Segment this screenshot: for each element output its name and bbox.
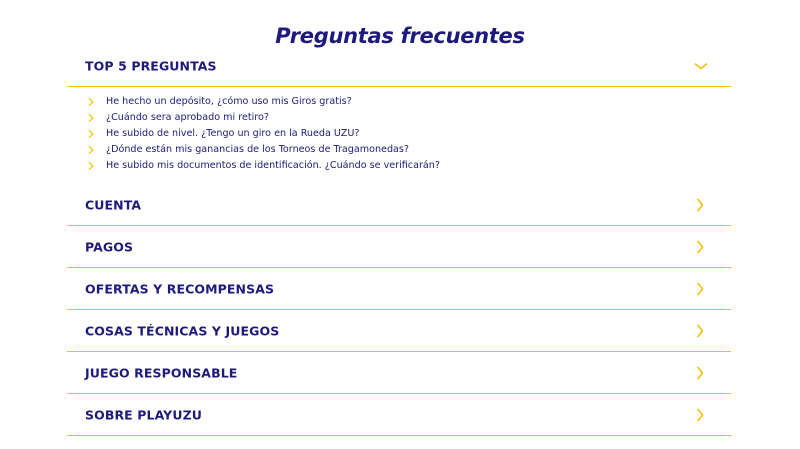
accordion-label: JUEGO RESPONSABLE [85, 365, 238, 380]
question-text: He subido mis documentos de identificación. ¿Cuándo se verificarán? [106, 160, 440, 171]
chevron-right-icon [695, 198, 705, 212]
accordion-label: CUENTA [85, 197, 142, 212]
accordion-cuenta[interactable] [67, 184, 731, 226]
question-text: He hecho un depósito, ¿cómo uso mis Giros gratis? [106, 96, 352, 107]
accordion-pagos[interactable] [67, 226, 731, 268]
chevron-right-icon [88, 129, 94, 139]
page-title: Preguntas frecuentes [275, 24, 525, 48]
question-link[interactable] [86, 142, 440, 158]
chevron-right-icon [88, 161, 94, 171]
accordion-ofertas-y-recompensas[interactable] [67, 268, 731, 310]
accordion-label: SOBRE PLAYUZU [85, 407, 202, 422]
chevron-right-icon [695, 240, 705, 254]
accordion-sobre-playuzu[interactable] [67, 394, 731, 436]
question-link[interactable] [86, 110, 440, 126]
accordion-label: COSAS TÉCNICAS Y JUEGOS [85, 323, 280, 338]
question-text: ¿Dónde están mis ganancias de los Torneos de Tragamonedas? [106, 144, 410, 155]
question-text: He subido de nivel. ¿Tengo un giro en la Rueda UZU? [106, 128, 360, 139]
top-questions-list [86, 94, 440, 174]
question-link[interactable] [86, 94, 440, 110]
accordion-label: TOP 5 PREGUNTAS [85, 58, 217, 73]
chevron-down-icon [694, 61, 708, 71]
chevron-right-icon [695, 324, 705, 338]
question-link[interactable] [86, 126, 440, 142]
accordion-label: PAGOS [85, 239, 134, 254]
accordion-juego-responsable[interactable] [67, 352, 731, 394]
question-text: ¿Cuándo sera aprobado mi retiro? [106, 112, 269, 123]
accordion-label: OFERTAS Y RECOMPENSAS [85, 281, 275, 296]
chevron-right-icon [695, 408, 705, 422]
accordion-cosas-tecnicas-y-juegos[interactable] [67, 310, 731, 352]
chevron-right-icon [88, 113, 94, 123]
accordion-top-5[interactable] [67, 45, 731, 87]
chevron-right-icon [695, 366, 705, 380]
chevron-right-icon [88, 97, 94, 107]
chevron-right-icon [88, 145, 94, 155]
question-link[interactable] [86, 158, 440, 174]
chevron-right-icon [695, 282, 705, 296]
